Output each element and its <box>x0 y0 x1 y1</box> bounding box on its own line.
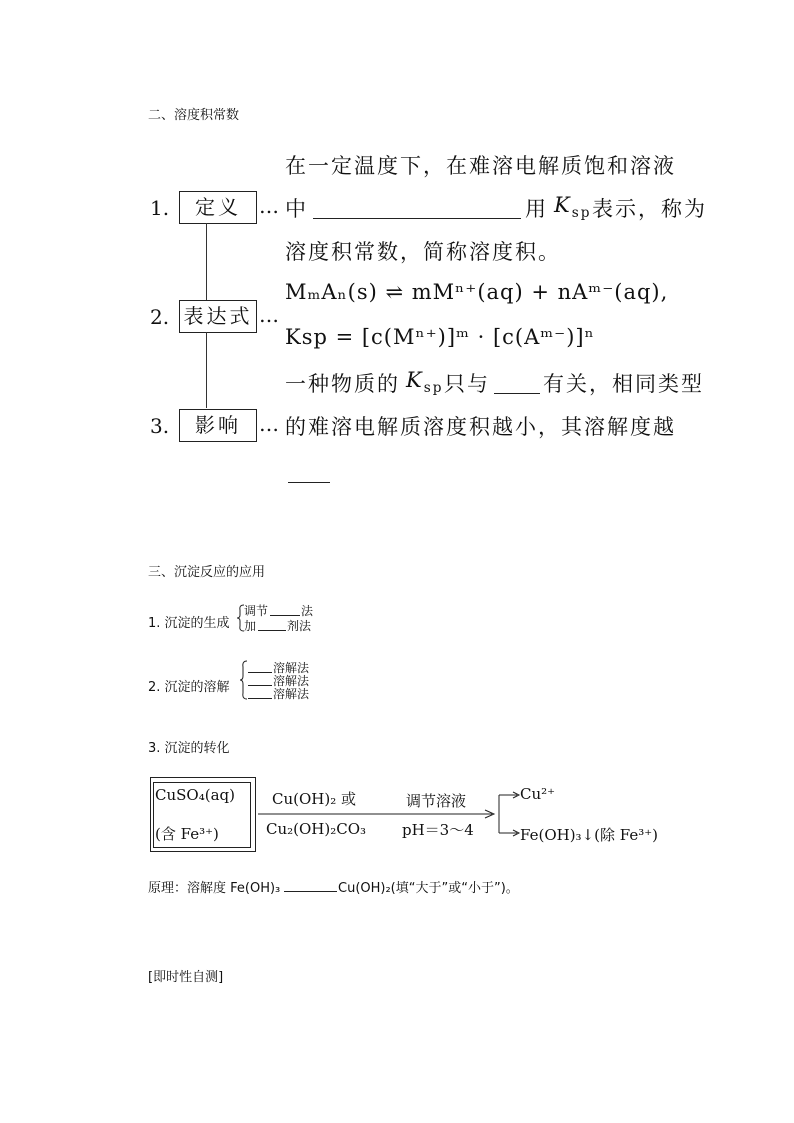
product-cu-ion: Cu²⁺ <box>520 785 556 803</box>
quick-test-label: [即时性自测] <box>148 970 224 985</box>
influence-box: 影响 <box>179 409 257 442</box>
principle-suffix: Cu(OH)₂(填“大于”或“小于”)。 <box>338 881 519 896</box>
arrow2-top-label: 调节溶液 <box>406 792 467 810</box>
definition-box: 定义 <box>179 191 257 224</box>
reaction-arrows-icon <box>255 790 525 840</box>
influence-blank-2 <box>288 482 330 483</box>
dissolution-blank-3 <box>248 698 272 699</box>
influence-line-1-a: 一种物质的 <box>285 372 400 396</box>
definition-dots: … <box>259 194 278 218</box>
reactant-line-1: CuSO₄(aq) <box>155 786 235 804</box>
precipitation-formation-label: 1. 沉淀的生成 <box>148 616 230 631</box>
definition-line-2-prefix: 中 <box>285 197 308 221</box>
ksp-symbol-2: $K_{sp}$ <box>406 368 444 397</box>
dissolution-option-2: 溶解法 <box>273 674 310 688</box>
dissolution-blank-2 <box>248 685 272 686</box>
influence-blank-1 <box>494 393 540 394</box>
formation-option-2-tail: 剂法 <box>287 619 312 633</box>
influence-line-1-c: 有关，相同类型 <box>543 372 704 396</box>
dissolution-option-1: 溶解法 <box>273 661 310 675</box>
influence-dots: … <box>259 412 278 436</box>
item-number-3: 3. <box>150 414 170 438</box>
reactant-line-2: (含 Fe³⁺) <box>155 825 219 843</box>
ksp-expression: Ksp = [c(Mⁿ⁺)]ᵐ · [c(Aᵐ⁻)]ⁿ <box>285 325 595 349</box>
section2-heading: 二、溶度积常数 <box>148 108 240 123</box>
arrow1-top-label: Cu(OH)₂ 或 <box>272 790 357 808</box>
section3-heading: 三、沉淀反应的应用 <box>148 565 266 580</box>
formation-blank-2 <box>258 630 286 631</box>
definition-line-1: 在一定温度下，在难溶电解质饱和溶液 <box>285 154 676 178</box>
connector-line-1 <box>206 223 207 300</box>
arrow2-bottom-label: pH＝3～4 <box>402 821 474 839</box>
definition-line-2-suffix-b: 表示，称为 <box>592 197 707 221</box>
connector-line-2 <box>206 332 207 408</box>
brace-icon <box>240 660 248 700</box>
definition-line-3: 溶度积常数，简称溶度积。 <box>285 240 561 264</box>
formation-option-1: 调节 <box>244 604 269 618</box>
influence-line-2: 的难溶电解质溶度积越小，其溶解度越 <box>285 415 676 439</box>
definition-blank <box>313 218 521 219</box>
dissolution-option-3: 溶解法 <box>273 687 310 701</box>
principle-blank <box>284 891 337 892</box>
formation-option-2: 加 <box>244 619 257 633</box>
influence-line-1-b: 只与 <box>444 372 490 396</box>
expression-dots: … <box>259 303 278 327</box>
definition-line-2-suffix-a: 用 <box>525 197 548 221</box>
precipitation-conversion-label: 3. 沉淀的转化 <box>148 741 230 756</box>
ksp-symbol-1: $K_{sp}$ <box>554 193 592 222</box>
principle-prefix: 原理：溶解度 Fe(OH)₃ <box>148 881 281 896</box>
formation-option-1-tail: 法 <box>301 604 314 618</box>
arrow1-bottom-label: Cu₂(OH)₂CO₃ <box>266 820 367 838</box>
product-fe-hydroxide: Fe(OH)₃↓(除 Fe³⁺) <box>520 826 658 844</box>
precipitation-dissolution-label: 2. 沉淀的溶解 <box>148 680 230 695</box>
dissolution-equilibrium: MₘAₙ(s) ⇌ mMⁿ⁺(aq) + nAᵐ⁻(aq), <box>285 280 669 304</box>
dissolution-blank-1 <box>248 672 272 673</box>
expression-box: 表达式 <box>179 300 257 333</box>
formation-blank-1 <box>270 615 300 616</box>
item-number-2: 2. <box>150 305 170 329</box>
item-number-1: 1. <box>150 196 170 220</box>
